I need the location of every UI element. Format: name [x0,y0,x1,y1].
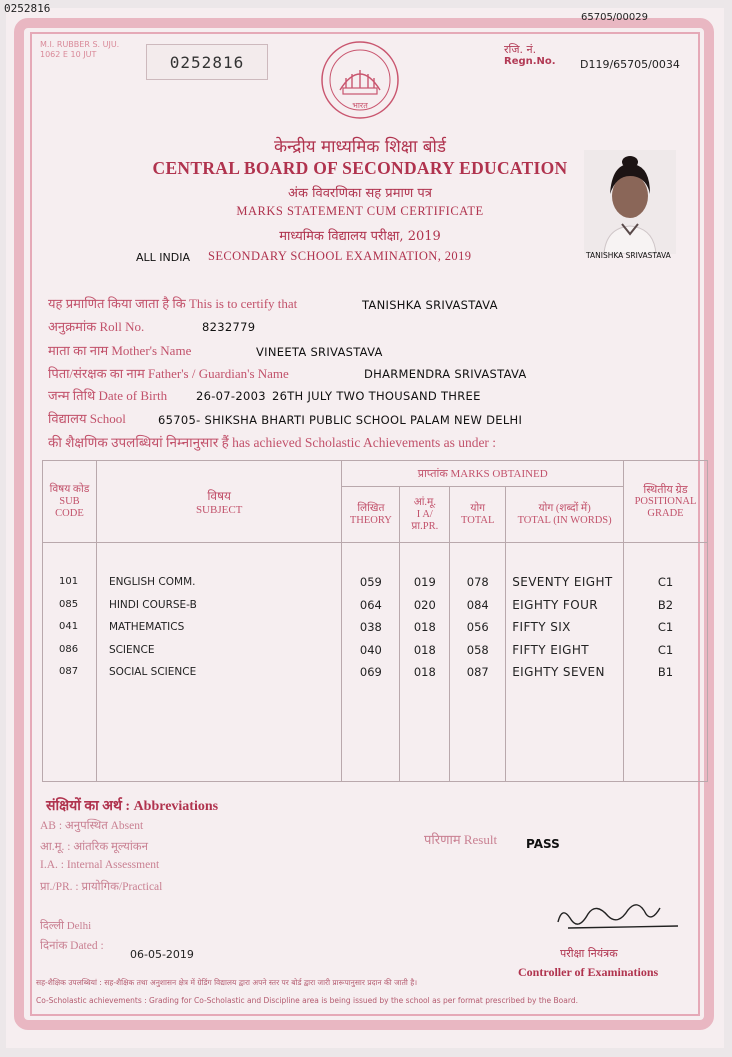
father-name: DHARMENDRA SRIVASTAVA [364,367,527,381]
table-row-subject: SOCIAL SCIENCE [108,666,197,678]
table-row-code: 086 [59,643,79,655]
abbr-practical: प्रा./PR. : प्रायोगिक/Practical [40,881,163,893]
header-subject-hindi: विषय [207,489,232,503]
table-row-ia: 019 [413,575,436,589]
table-row-subject: HINDI COURSE-B [108,598,197,611]
exam-name-hindi: माध्यमिक विद्यालय परीक्षा, 2019 [279,229,441,244]
certify-label: यह प्रमाणित किया जाता है कि This is to certify that [48,296,298,311]
cbse-emblem-icon [316,38,404,126]
table-row-theory: 038 [359,620,382,634]
table-row-grade: C1 [657,642,674,657]
table-row-subject: SCIENCE [108,643,155,656]
table-row-code: 087 [59,666,79,677]
table-row-theory: 040 [359,642,382,657]
achievements-label: की शैक्षणिक उपलब्धियां निम्नानुसार हैं has achieved Scholastic Achievements as under : [48,435,497,450]
header-marks-obtained: प्राप्तांक MARKS OBTAINED [342,461,624,487]
header-total [450,487,506,543]
exam-name: SECONDARY SCHOOL EXAMINATION, 2019 [208,249,472,263]
table-row-words: EIGHTY FOUR [512,597,598,612]
table-row-words: SEVENTY EIGHT [512,575,613,589]
board-name-hindi: केन्द्रीय माध्यमिक शिक्षा बोर्ड [273,137,447,157]
header-theory-en: THEORY [349,514,392,526]
table-row-theory: 064 [359,597,382,612]
header-ia-pr: प्रा.PR. [411,520,439,532]
roll-label: अनुक्रमांक Roll No. [48,319,145,334]
table-row-words: FIFTY EIGHT [512,642,589,657]
header-words-en: TOTAL (IN WORDS) [517,514,612,526]
table-row-grade: B2 [657,597,674,612]
stamp-text: M.I. RUBBER S. UJU. 1062 E 10 JUT [40,40,120,59]
column-subjects [96,543,341,782]
header-grade-hindi: स्थितीय ग्रेड [643,483,688,496]
regn-number: D119/65705/0034 [580,58,680,71]
regn-label: Regn.No. [504,56,556,67]
reference-number-top: 65705/00029 [581,12,648,23]
table-row-subject: ENGLISH COMM. [108,576,196,588]
emblem-caption: भारत [352,101,368,110]
header-grade [624,461,708,543]
header-subject [96,461,341,543]
table-row-total: 056 [466,620,489,634]
header-sub-code [43,461,97,543]
table-row-code: 085 [59,598,79,610]
table-row-words: EIGHTY SEVEN [512,665,605,679]
father-label: पिता/संरक्षक का नाम Father's / Guardian's Name [48,366,289,381]
table-row-total: 078 [466,575,489,589]
table-row-code: 101 [59,576,79,587]
table-row-ia: 018 [413,642,436,657]
column-ia [400,543,450,782]
table-row-total: 087 [466,665,489,679]
student-name: TANISHKA SRIVASTAVA [362,298,498,312]
table-row-total: 084 [466,597,489,612]
board-name: CENTRAL BOARD OF SECONDARY EDUCATION [152,158,568,178]
table-row-total: 058 [466,642,489,657]
result-label: परिणाम Result [424,832,498,847]
abbr-ia: I.A. : Internal Assessment [40,859,160,871]
header-theory-hindi: लिखित [357,502,385,514]
controller-label: Controller of Examinations [518,965,659,979]
table-row-ia: 020 [413,597,436,612]
header-grade-en2: GRADE [647,507,684,519]
certificate-title: MARKS STATEMENT CUM CERTIFICATE [236,204,484,218]
footer-note-hindi: सह-शैक्षिक उपलब्धियां : सह-शैक्षिक तथा अनुशासन क्षेत्र में ग्रेडिंग विद्यालय द्वारा अपने स्तर पर बोर्ड द्वारा जारी प्रारूपानुसार प्रदान की जाती है। [36,978,418,987]
mother-label: माता का नाम Mother's Name [48,343,192,358]
table-row-grade: B1 [657,665,674,679]
place-label: दिल्ली Delhi [40,920,92,932]
school-label: विद्यालय School [48,411,126,426]
table-row-ia: 018 [413,620,436,634]
result-value: PASS [526,837,560,851]
header-total-hindi: योग [470,502,486,514]
header-ia-hindi: आं.मू. [413,496,436,508]
certificate-title-hindi: अंक विवरणिका सह प्रमाण पत्र [288,186,432,201]
column-total-words [506,543,624,782]
mother-name: VINEETA SRIVASTAVA [256,345,383,359]
region-label: ALL INDIA [136,251,190,264]
table-row-ia: 018 [413,665,436,679]
column-grade [624,543,708,782]
school-name: 65705- SHIKSHA BHARTI PUBLIC SCHOOL PALAM NEW DELHI [158,413,523,427]
header-words-hindi: योग (शब्दों में) [538,502,591,514]
header-code-en1: SUB [59,495,80,507]
header-total-words [506,487,624,543]
table-row-grade: C1 [657,575,674,589]
table-row-grade: C1 [657,620,674,634]
table-row-theory: 069 [359,665,382,679]
column-codes [43,543,97,782]
dated-value: 06-05-2019 [130,948,194,961]
table-row-words: FIFTY SIX [512,620,571,634]
table-row-subject: MATHEMATICS [108,621,185,633]
photo-caption: TANISHKA SRIVASTAVA [586,251,671,260]
table-row-code: 041 [59,621,79,632]
serial-number-box: 0252816 [146,44,268,80]
header-code-hindi: विषय कोड [49,483,90,495]
abbr-absent: AB : अनुपस्थित Absent [40,820,144,832]
regn-label-hindi: रजि. नं. [504,43,537,56]
header-ia [400,487,450,543]
dob-value: 26-07-2003 [196,389,266,403]
marks-table [42,460,708,782]
abbr-ia-hindi: आ.मू. : आंतरिक मूल्यांकन [40,841,149,853]
column-theory [342,543,400,782]
header-grade-en1: POSITIONAL [634,495,697,507]
table-row-theory: 059 [359,575,382,589]
column-total [450,543,506,782]
abbreviations-title: संक्षियों का अर्थ : Abbreviations [46,799,219,814]
student-portrait-icon [584,150,676,254]
student-photo [584,150,676,254]
header-total-en: TOTAL [461,514,495,526]
roll-number: 8232779 [202,320,256,334]
header-ia-en: I A/ [416,508,433,520]
header-code-en2: CODE [55,507,84,519]
footer-note: Co-Scholastic achievements : Grading for Co-Scholastic and Discipline area is being issued by the school as per format prescribed by the Board. [36,996,578,1005]
dob-label: जन्म तिथि Date of Birth [48,388,168,403]
header-theory [342,487,400,543]
serial-number-top: 0252816 [4,2,51,15]
signature-icon [548,892,688,942]
dob-words: 26TH JULY TWO THOUSAND THREE [272,389,481,403]
dated-label: दिनांक Dated : [40,940,104,952]
controller-label-hindi: परीक्षा नियंत्रक [560,947,618,960]
header-subject-en: SUBJECT [195,504,243,516]
